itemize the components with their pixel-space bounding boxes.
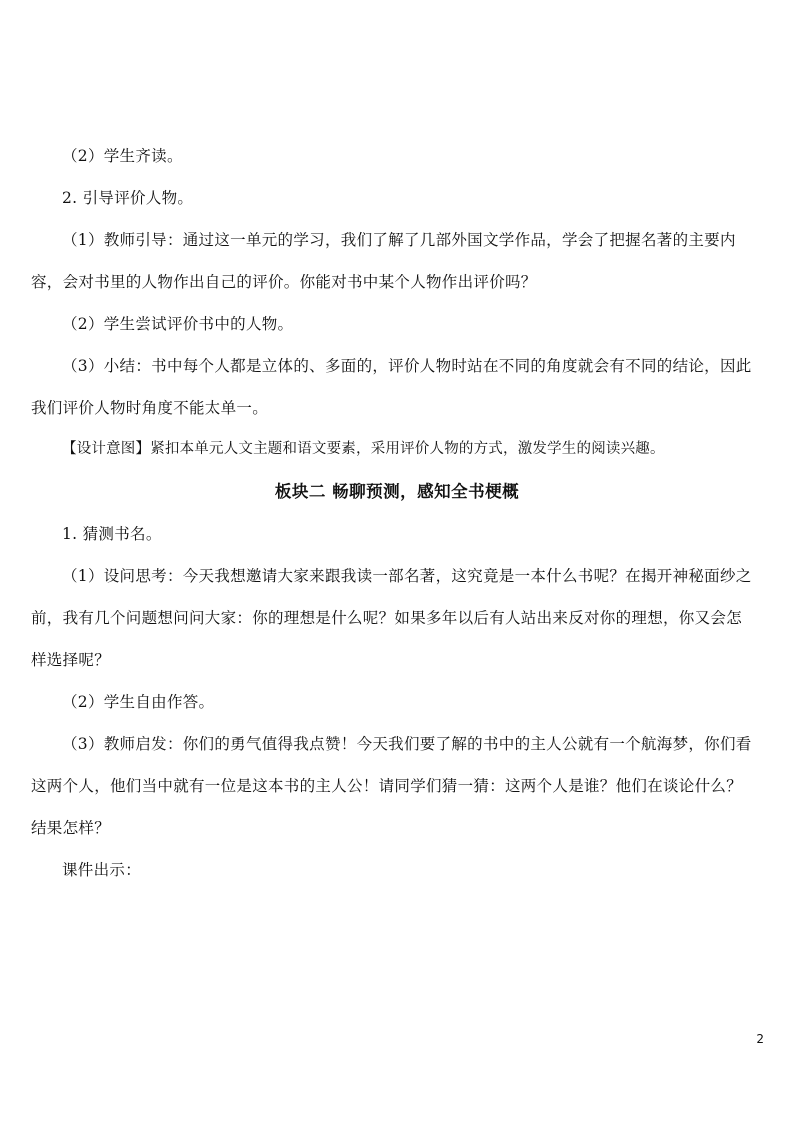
- paragraph-teacher-guide-line2: 容，会对书里的人物作出自己的评价。你能对书中某个人物作出评价吗？: [31, 273, 537, 291]
- page-number: 2: [756, 1032, 764, 1046]
- section-heading: 板块二 畅聊预测，感知全书梗概: [274, 482, 520, 501]
- paragraph-question-line3: 样选择呢？: [31, 651, 111, 669]
- paragraph-summary-line1: （3）小结：书中每个人都是立体的、多面的，评价人物时站在不同的角度就会有不同的结论，因此: [62, 357, 752, 375]
- paragraph-inspire-line2: 这两个人，他们当中就有一位是这本书的主人公！请同学们猜一猜：这两个人是谁？他们在谈论什么？: [31, 777, 743, 795]
- paragraph-courseware: 课件出示：: [62, 861, 142, 879]
- paragraph-question-line1: （1）设问思考：今天我想邀请大家来跟我读一部名著，这究竟是一本什么书呢？在揭开神秘面纱之: [62, 567, 752, 585]
- paragraph-question-line2: 前，我有几个问题想问问大家：你的理想是什么呢？如果多年以后有人站出来反对你的理想，你又会怎: [31, 609, 743, 627]
- design-intent: 【设计意图】紧扣本单元人文主题和语文要素，采用评价人物的方式，激发学生的阅读兴趣。: [62, 441, 665, 457]
- paragraph-student-read: （2）学生齐读。: [62, 147, 183, 165]
- paragraph-inspire-line3: 结果怎样？: [31, 819, 111, 837]
- paragraph-guess-title: 1. 猜测书名。: [62, 525, 162, 543]
- paragraph-free-answer: （2）学生自由作答。: [62, 693, 215, 711]
- paragraph-inspire-line1: （3）教师启发：你们的勇气值得我点赞！今天我们要了解的书中的主人公就有一个航海梦，你们看: [62, 735, 752, 753]
- paragraph-teacher-guide-line1: （1）教师引导：通过这一单元的学习，我们了解了几部外国文学作品，学会了把握名著的主要内: [62, 231, 736, 249]
- paragraph-guide-evaluation: 2. 引导评价人物。: [62, 189, 194, 207]
- paragraph-summary-line2: 我们评价人物时角度不能太单一。: [31, 399, 269, 417]
- paragraph-student-try: （2）学生尝试评价书中的人物。: [62, 315, 294, 333]
